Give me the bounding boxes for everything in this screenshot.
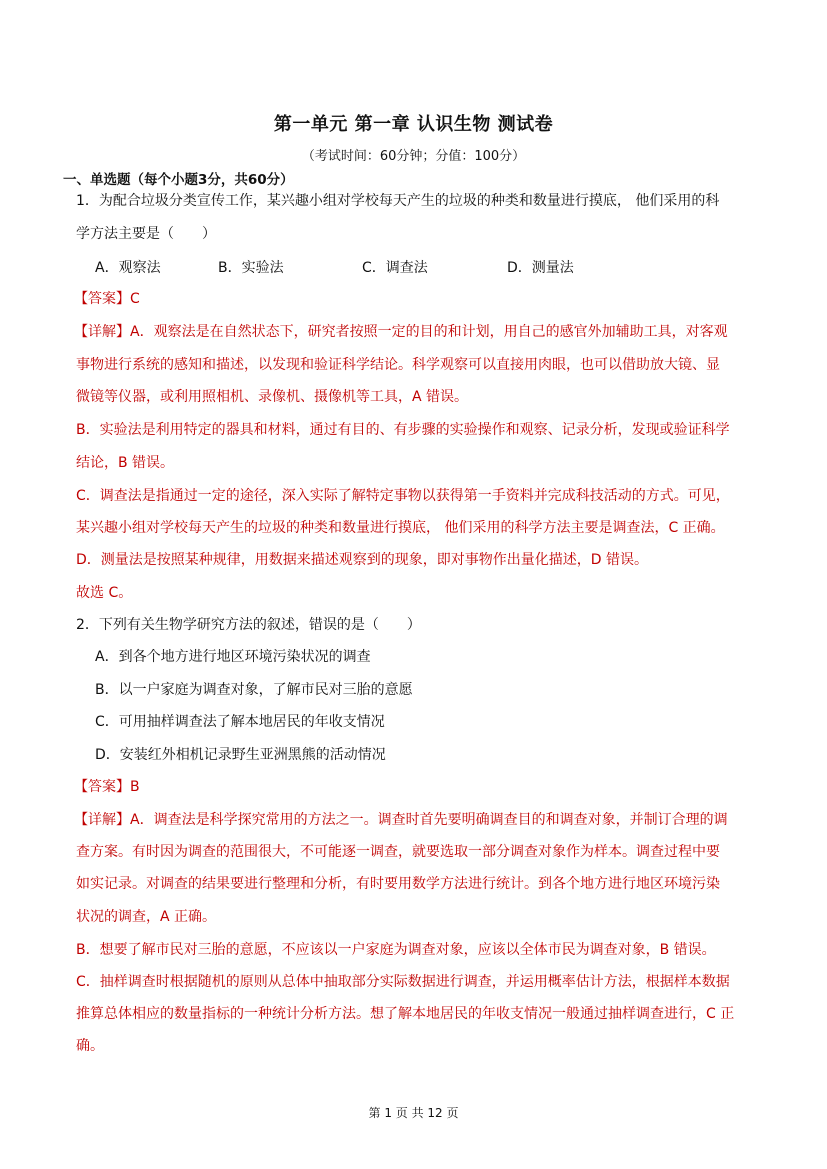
page-title: 第一单元 第一章 认识生物 测试卷 [273, 114, 554, 135]
q2-detail-line-6: C．抽样调查时根据随机的原则从总体中抽取部分实际数据进行调查，并运用概率估计方法，根据样本数据 [76, 974, 730, 990]
q2-answer: 【答案】B [74, 779, 140, 795]
q2-detail-line-8: 确。 [76, 1038, 104, 1054]
q1-stem-line-1: 1．为配合垃圾分类宣传工作，某兴趣小组对学校每天产生的垃圾的种类和数量进行摸底， 他们采用的科 [76, 193, 720, 209]
q1-detail-line-6: C．调查法是指通过一定的途径，深入实际了解特定事物以获得第一手资料并完成科技活动的方式。可见， [76, 488, 730, 504]
q1-option-d: D．测量法 [507, 260, 574, 276]
q2-option-d: D．安装红外相机记录野生亚洲黑熊的活动情况 [95, 747, 386, 763]
q1-option-c: C．调查法 [362, 260, 428, 276]
q2-stem: 2．下列有关生物学研究方法的叙述，错误的是（ ） [76, 617, 421, 633]
q1-stem-line-2: 学方法主要是（ ） [76, 226, 216, 242]
q1-detail-line-8: D．测量法是按照某种规律，用数据来描述观察到的现象，即对事物作出量化描述，D 错误。 [76, 552, 649, 568]
page-footer: 第 1 页 共 12 页 [368, 1106, 459, 1120]
section-heading: 一、单选题（每个小题3分，共60分） [63, 172, 294, 188]
q1-answer: 【答案】C [74, 291, 140, 307]
q2-detail-line-2: 查方案。有时因为调查的范围很大，不可能逐一调查，就要选取一部分调查对象作为样本。调查过程中要 [76, 844, 720, 860]
q1-conclusion: 故选 C。 [76, 585, 133, 601]
q1-options [95, 257, 695, 277]
q2-detail-line-7: 推算总体相应的数量指标的一种统计分析方法。想了解本地居民的年收支情况一般通过抽样调查进行，C 正 [76, 1006, 735, 1022]
q2-option-b: B．以一户家庭为调查对象，了解市民对三胎的意愿 [95, 682, 413, 698]
q2-detail-line-4: 状况的调查，A 正确。 [76, 909, 217, 925]
q1-detail-line-2: 事物进行系统的感知和描述，以发现和验证科学结论。科学观察可以直接用肉眼，也可以借助放大镜、显 [76, 357, 720, 373]
q1-detail-line-7: 某兴趣小组对学校每天产生的垃圾的种类和数量进行摸底， 他们采用的科学方法主要是调查法，C 正确。 [76, 520, 725, 536]
q2-option-c: C．可用抽样调查法了解本地居民的年收支情况 [95, 714, 385, 730]
q1-option-b: B．实验法 [218, 260, 284, 276]
q2-detail-line-5: B．想要了解市民对三胎的意愿，不应该以一户家庭为调查对象，应该以全体市民为调查对象，B 错误。 [76, 942, 716, 958]
q1-detail-line-1: 【详解】A．观察法是在自然状态下，研究者按照一定的目的和计划，用自己的感官外加辅助工具，对客观 [74, 324, 728, 340]
q1-detail-line-5: 结论，B 错误。 [76, 455, 175, 471]
q1-detail-line-4: B．实验法是利用特定的器具和材料，通过有目的、有步骤的实验操作和观察、记录分析，发现或验证科学 [76, 422, 730, 438]
q1-option-a: A．观察法 [95, 260, 161, 276]
q2-detail-line-1: 【详解】A．调查法是科学探究常用的方法之一。调查时首先要明确调查目的和调查对象，并制订合理的调 [74, 812, 728, 828]
q2-detail-line-3: 如实记录。对调查的结果要进行整理和分析，有时要用数学方法进行统计。到各个地方进行地区环境污染 [76, 876, 720, 892]
exam-info: （考试时间：60分钟；分值：100分） [301, 149, 526, 164]
q1-detail-line-3: 微镜等仪器，或利用照相机、录像机、摄像机等工具，A 错误。 [76, 389, 469, 405]
q2-option-a: A．到各个地方进行地区环境污染状况的调查 [95, 649, 371, 665]
